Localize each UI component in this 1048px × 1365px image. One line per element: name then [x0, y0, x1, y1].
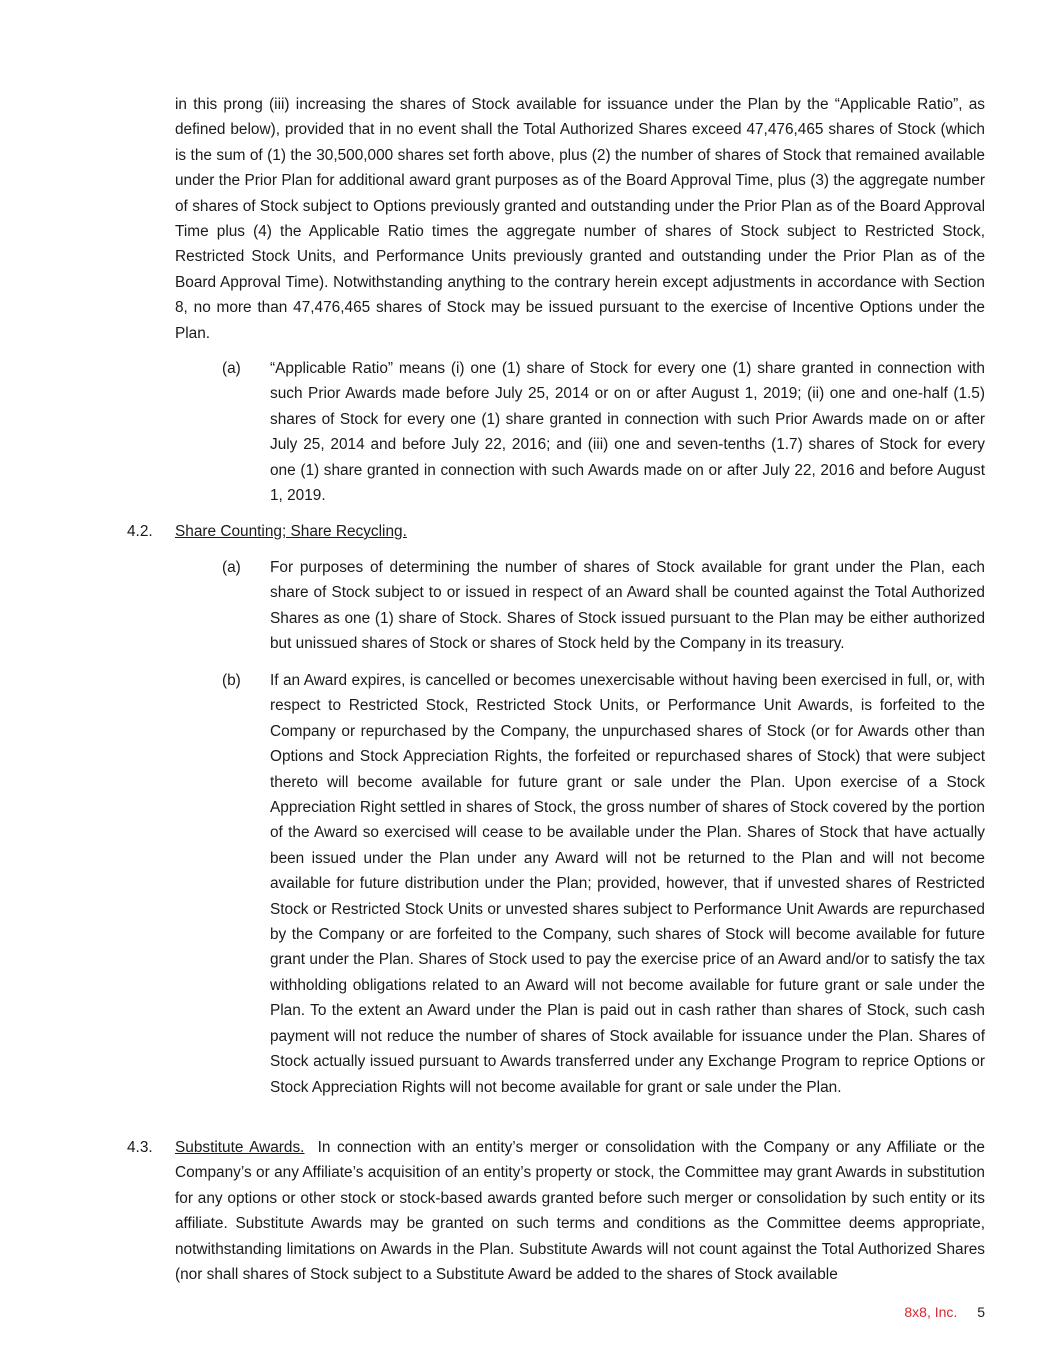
section-text: In connection with an entity’s merger or consolidation with the Company or any Affiliate or the Company’s or any Affiliate’s acquisition of an entity’s property or stock, the Committee may grant Awards in substitution for any options or other stock or stock-based awards granted before such merger or consolidation by such entity or its affiliate. Substitute Awards may be granted on such terms and conditions as the Committee deems appropriate, notwithstanding limitations on Awards in the Plan. Substitute Awards will not count against the Total Authorized Shares (nor shall shares of Stock subject to a Substitute Award be added to the shares of Stock available	[175, 1139, 985, 1284]
section-4-3	[127, 1135, 985, 1287]
section-number: 4.3.	[127, 1139, 153, 1156]
page-number: 5	[977, 1304, 985, 1320]
item-text: For purposes of determining the number of shares of Stock available for grant under the Plan, each share of Stock subject to or issued in respect of an Award shall be counted against the Total Authorized Shares as one (1) share of Stock. Shares of Stock issued pursuant to the Plan may be either authorized but unissued shares of Stock or shares of Stock held by the Company in its treasury.	[270, 559, 985, 653]
section-heading: Share Counting; Share Recycling.	[175, 523, 407, 540]
section-body	[175, 1135, 985, 1287]
section-4-2-heading	[127, 519, 985, 544]
item-text: If an Award expires, is cancelled or becomes unexercisable without having been exercised in full, or, with respect to Restricted Stock, Restricted Stock Units, or Performance Unit Awards, is forfeited to the Company or repurchased by the Company, the unpurchased shares of Stock (or for Awards other than Options and Stock Appreciation Rights, the forfeited or repurchased shares of Stock) that were subject thereto will become available for future grant or sale under the Plan. Upon exercise of a Stock Appreciation Right settled in shares of Stock, the gross number of shares of Stock covered by the portion of the Award so exercised will cease to be available under the Plan. Shares of Stock that have actually been issued under the Plan under any Award will not be returned to the Plan and will not become available for future distribution under the Plan; provided, however, that if unvested shares of Restricted Stock or Restricted Stock Units or unvested shares subject to Performance Unit Awards are repurchased by the Company or are forfeited to the Company, such shares of Stock will become available for future grant under the Plan. Shares of Stock used to pay the exercise price of an Award and/or to satisfy the tax withholding obligations related to an Award will not become available for future grant or sale under the Plan. To the extent an Award under the Plan is paid out in cash rather than shares of Stock, such cash payment will not reduce the number of shares of Stock available for issuance under the Plan. Shares of Stock actually issued pursuant to Awards transferred under any Exchange Program to reprice Options or Stock Appreciation Rights will not become available for grant or sale under the Plan.	[270, 672, 985, 1096]
item-text: “Applicable Ratio” means (i) one (1) share of Stock for every one (1) share granted in connection with such Prior Awards made before July 25, 2014 or on or after August 1, 2019; (ii) one and one-half (1.5) shares of Stock for every one (1) share granted in connection with such Prior Awards made on or after July 25, 2014 and before July 22, 2016; and (iii) one and seven-tenths (1.7) shares of Stock for every one (1) share granted in connection with such Awards made on or after July 22, 2016 and before August 1, 2019.	[270, 360, 985, 505]
item-label: (a)	[222, 559, 241, 576]
section-number: 4.2.	[127, 523, 153, 540]
page-footer	[904, 1302, 985, 1322]
item-label: (a)	[222, 360, 241, 377]
footer-company: 8x8, Inc.	[904, 1304, 958, 1320]
item-label: (b)	[222, 672, 241, 689]
section-heading: Substitute Awards.	[175, 1139, 305, 1156]
intro-paragraph: in this prong (iii) increasing the shares of Stock available for issuance under the Plan by the “Applicable Ratio”, as defined below), provided that in no event shall the Total Authorized Shares exceed 47,476,465 shares of Stock (which is the sum of (1) the 30,500,000 shares set forth above, plus (2) the number of shares of Stock that remained available under the Prior Plan for additional award grant purposes as of the Board Approval Time, plus (3) the aggregate number of shares of Stock subject to Options previously granted and outstanding under the Prior Plan as of the Board Approval Time plus (4) the Applicable Ratio times the aggregate number of shares of Stock subject to Restricted Stock, Restricted Stock Units, and Performance Units previously granted and outstanding under the Prior Plan as of the Board Approval Time). Notwithstanding anything to the contrary herein except adjustments in accordance with Section 8, no more than 47,476,465 shares of Stock may be issued pursuant to the exercise of Incentive Options under the Plan.	[175, 96, 985, 342]
section-4-2-item-b	[222, 668, 985, 1100]
applicable-ratio-item	[222, 356, 985, 508]
section-4-2-item-a	[222, 555, 985, 657]
